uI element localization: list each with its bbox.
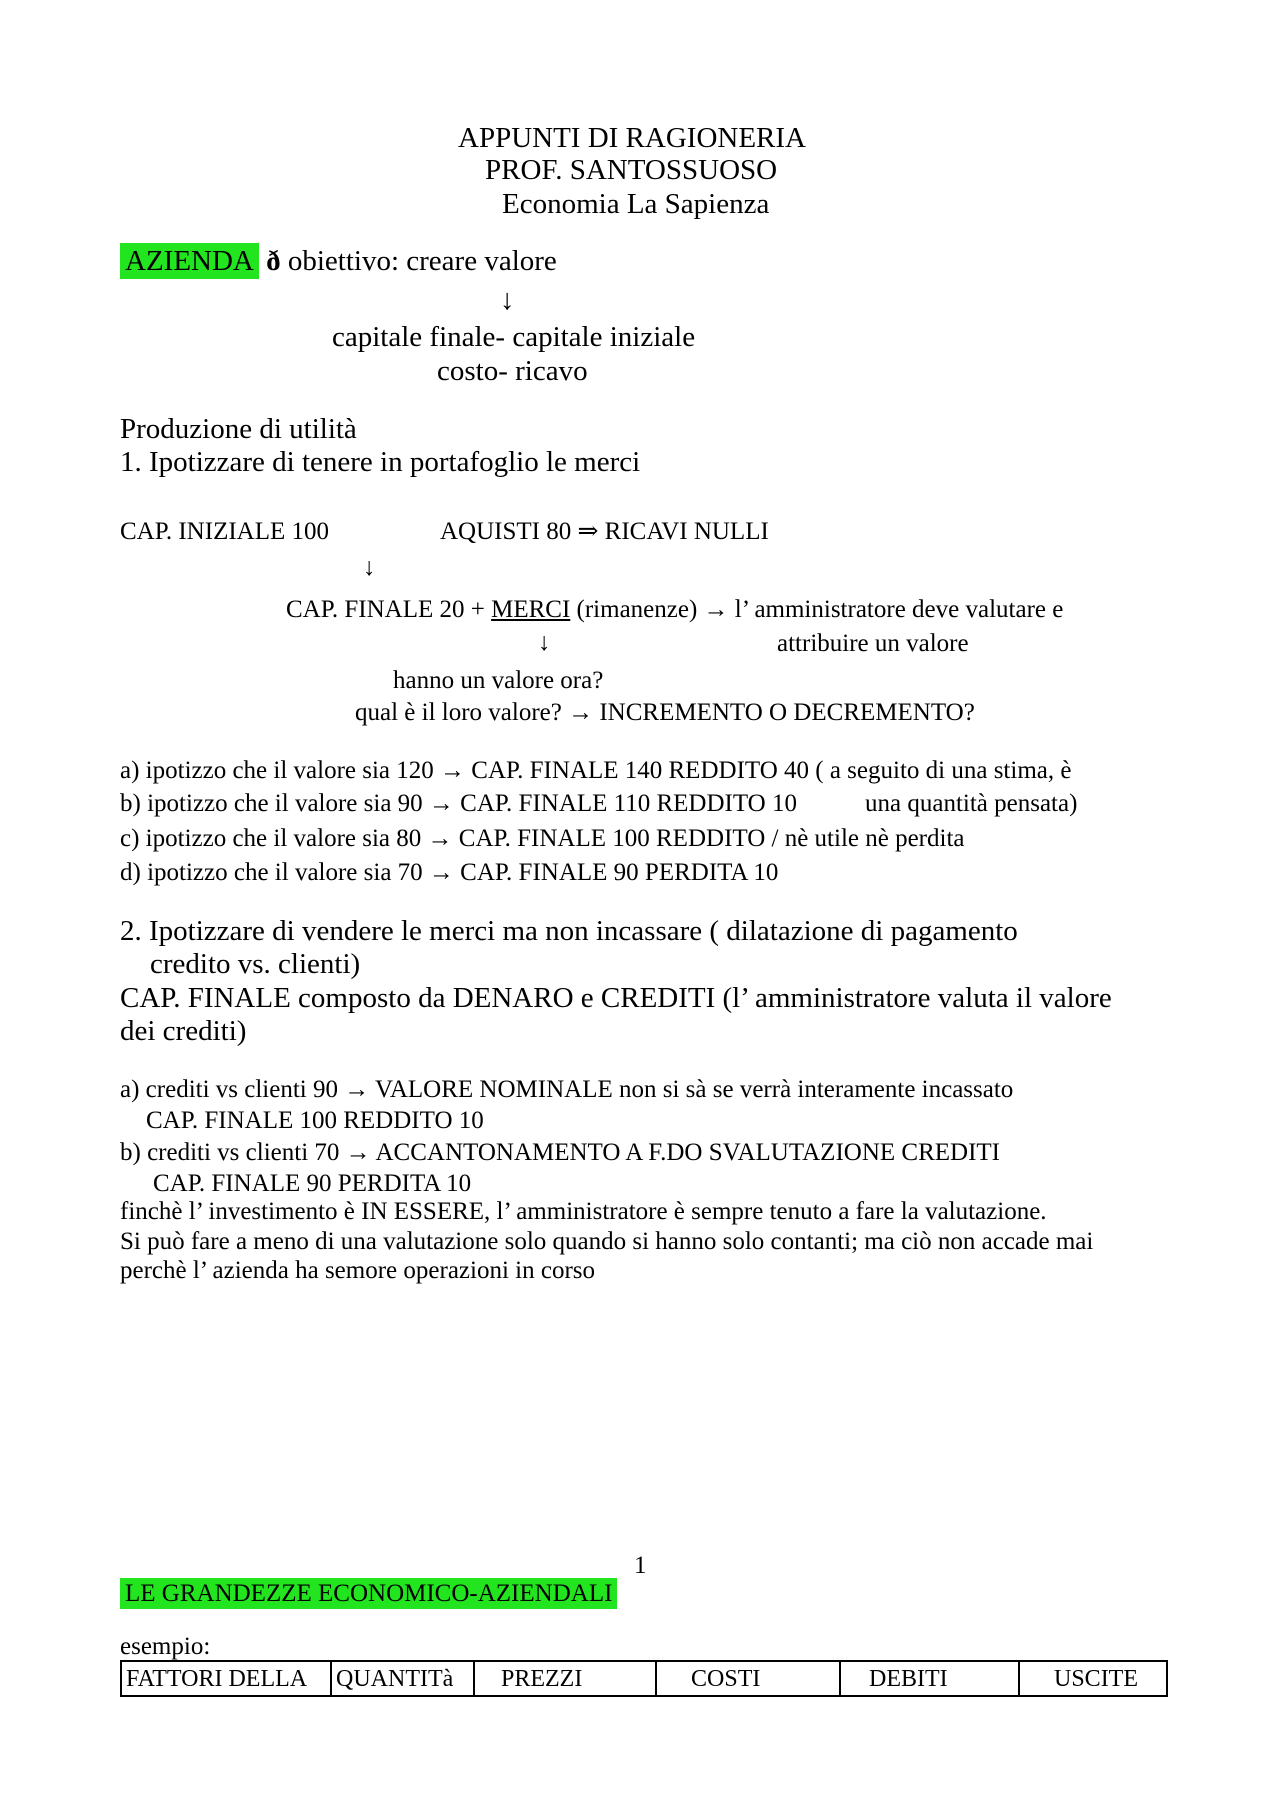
question-1: hanno un valore ora? [393, 667, 604, 694]
table-header-cell: PREZZI [474, 1661, 656, 1696]
paragraph-line: finchè l’ investimento è IN ESSERE, l’ amministratore è sempre tenuto a fare la valutazione. [120, 1198, 1047, 1225]
cap-finale-line [286, 597, 1063, 622]
list-item: b) ipotizzo che il valore sia 90 → CAP. FINALE 110 REDDITO 10 [120, 790, 797, 817]
table-header-cell: QUANTITà [331, 1661, 474, 1696]
table-header-cell: COSTI [656, 1661, 840, 1696]
cap-iniziale: CAP. INIZIALE 100 [120, 518, 330, 545]
acquisti: AQUISTI 80 ⇒ RICAVI NULLI [440, 518, 769, 545]
down-arrow-icon: ↓ [363, 554, 376, 581]
table-header-cell: DEBITI [840, 1661, 1019, 1696]
title-line-2: PROF. SANTOSSUOSO [485, 154, 778, 186]
section2-line-3: CAP. FINALE composto da DENARO e CREDITI (l’ amministratore valuta il valore [120, 982, 1112, 1014]
costo-ricavo: costo- ricavo [437, 355, 588, 387]
credit-item-b-result: CAP. FINALE 90 PERDITA 10 [153, 1170, 472, 1197]
paragraph-line: perchè l’ azienda ha semore operazioni in corso [120, 1257, 595, 1284]
azienda-symbol: ð [266, 245, 281, 277]
merci-underlined: MERCI [491, 596, 571, 623]
question-2: qual è il loro valore? → INCREMENTO O DECREMENTO? [355, 699, 975, 726]
list-item: a) ipotizzo che il valore sia 120 → CAP. FINALE 140 REDDITO 40 ( a seguito di una stima, è [120, 757, 1072, 784]
cap-finale-prefix: CAP. FINALE 20 + [286, 596, 492, 623]
section2-line-1: 2. Ipotizzare di vendere le merci ma non incassare ( dilatazione di pagamento [120, 915, 1018, 947]
title-line-1: APPUNTI DI RAGIONERIA [458, 122, 806, 154]
credit-item-b: b) crediti vs clienti 70 → ACCANTONAMENTO A F.DO SVALUTAZIONE CREDITI [120, 1139, 1000, 1166]
list-item: c) ipotizzo che il valore sia 80 → CAP. FINALE 100 REDDITO / nè utile nè perdita [120, 825, 965, 852]
list-item: d) ipotizzo che il valore sia 70 → CAP. FINALE 90 PERDITA 10 [120, 859, 779, 886]
capitale-formula: capitale finale- capitale iniziale [332, 321, 696, 353]
title-line-3: Economia La Sapienza [502, 188, 770, 220]
list-item-note: una quantità pensata) [865, 790, 1078, 817]
section3-highlight: LE GRANDEZZE ECONOMICO-AZIENDALI [120, 1578, 617, 1609]
table-header-cell: FATTORI DELLA [121, 1661, 331, 1696]
section1-subtitle: 1. Ipotizzare di tenere in portafoglio le merci [120, 446, 641, 478]
down-arrow-icon: ↓ [538, 629, 551, 656]
attribuire-valore: attribuire un valore [777, 630, 969, 657]
page-number: 1 [634, 1552, 647, 1579]
azienda-line [120, 247, 557, 276]
table-row [121, 1661, 1167, 1696]
azienda-highlight: AZIENDA [120, 243, 259, 279]
esempio-label: esempio: [120, 1633, 211, 1660]
paragraph-line: Si può fare a meno di una valutazione solo quando si hanno solo contanti; ma ciò non accade mai [120, 1228, 1094, 1255]
down-arrow-icon: ↓ [500, 284, 515, 316]
section2-line-4: dei crediti) [120, 1015, 247, 1047]
section3-title [120, 1581, 617, 1606]
section2-line-2: credito vs. clienti) [150, 948, 361, 980]
azienda-text: obiettivo: creare valore [287, 245, 557, 277]
credit-item-a: a) crediti vs clienti 90 → VALORE NOMINALE non si sà se verrà interamente incassato [120, 1076, 1014, 1103]
credit-item-a-result: CAP. FINALE 100 REDDITO 10 [146, 1107, 484, 1134]
grandezze-table [120, 1660, 1168, 1697]
table-header-cell: USCITE [1019, 1661, 1167, 1696]
cap-finale-suffix: (rimanenze) → l’ amministratore deve valutare e [570, 596, 1064, 623]
section1-title: Produzione di utilità [120, 413, 357, 445]
